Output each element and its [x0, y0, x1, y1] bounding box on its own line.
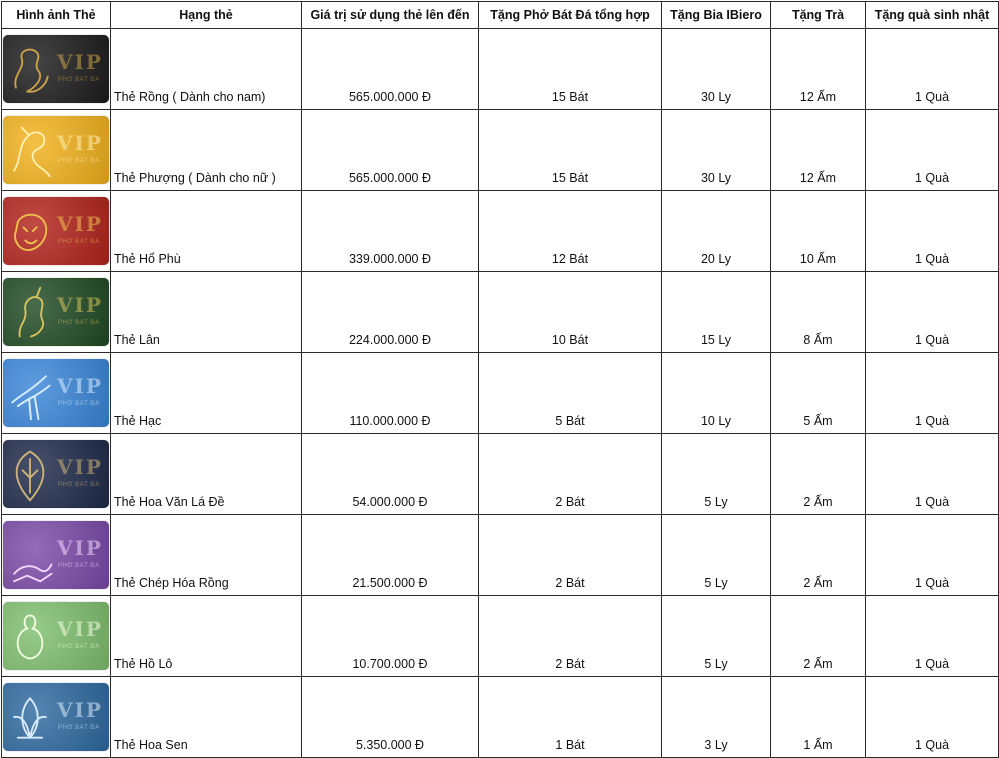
card-image-cell	[2, 272, 111, 353]
tea-gift-cell: 2 Ấm	[771, 515, 866, 596]
card-vip-label: VIP	[57, 293, 103, 317]
card-image-cell	[2, 677, 111, 758]
beer-gift-cell: 5 Ly	[662, 596, 771, 677]
pho-gift-cell: 2 Bát	[479, 434, 662, 515]
phoenix-icon	[7, 122, 53, 180]
card-tier-cell: Thẻ Phượng ( Dành cho nữ )	[111, 110, 302, 191]
pho-gift-cell: 1 Bát	[479, 677, 662, 758]
beer-gift-cell: 5 Ly	[662, 434, 771, 515]
card-image	[3, 683, 109, 751]
pho-gift-cell: 10 Bát	[479, 272, 662, 353]
beer-gift-cell: 20 Ly	[662, 191, 771, 272]
header-beer-gift: Tặng Bia IBiero	[662, 2, 771, 29]
card-tier-cell: Thẻ Chép Hóa Rồng	[111, 515, 302, 596]
beer-gift-cell: 3 Ly	[662, 677, 771, 758]
birthday-gift-cell: 1 Quà	[866, 29, 999, 110]
pho-gift-cell: 2 Bát	[479, 596, 662, 677]
header-pho-gift: Tặng Phở Bát Đá tổng hợp	[479, 2, 662, 29]
card-tier-cell: Thẻ Hạc	[111, 353, 302, 434]
tea-gift-cell: 10 Ấm	[771, 191, 866, 272]
tea-gift-cell: 1 Ấm	[771, 677, 866, 758]
dragon-icon	[7, 41, 53, 99]
table-row	[2, 515, 999, 596]
header-birthday-gift: Tặng quà sinh nhật	[866, 2, 999, 29]
card-brand-label: PHỞ BÁT ĐÁ	[58, 320, 100, 326]
tea-gift-cell: 2 Ấm	[771, 434, 866, 515]
card-value-cell: 565.000.000 Đ	[302, 110, 479, 191]
lotus-icon	[7, 689, 53, 747]
card-vip-label: VIP	[57, 455, 103, 479]
header-row	[2, 2, 999, 29]
card-value-cell: 110.000.000 Đ	[302, 353, 479, 434]
beer-gift-cell: 30 Ly	[662, 29, 771, 110]
card-image-cell	[2, 515, 111, 596]
birthday-gift-cell: 1 Quà	[866, 353, 999, 434]
card-image-cell	[2, 353, 111, 434]
tea-gift-cell: 12 Ấm	[771, 29, 866, 110]
tea-gift-cell: 8 Ấm	[771, 272, 866, 353]
table-row	[2, 272, 999, 353]
birthday-gift-cell: 1 Quà	[866, 434, 999, 515]
card-image	[3, 521, 109, 589]
beer-gift-cell: 10 Ly	[662, 353, 771, 434]
pho-gift-cell: 15 Bát	[479, 29, 662, 110]
table-row	[2, 596, 999, 677]
card-brand-label: PHỞ BÁT ĐÁ	[58, 239, 100, 245]
card-image	[3, 440, 109, 508]
birthday-gift-cell: 1 Quà	[866, 191, 999, 272]
table-row	[2, 677, 999, 758]
card-brand-label: PHỞ BÁT ĐÁ	[58, 401, 100, 407]
card-tier-cell: Thẻ Rồng ( Dành cho nam)	[111, 29, 302, 110]
pho-gift-cell: 2 Bát	[479, 515, 662, 596]
leaf-pattern-icon	[7, 446, 53, 504]
card-brand-label: PHỞ BÁT ĐÁ	[58, 77, 100, 83]
beer-gift-cell: 5 Ly	[662, 515, 771, 596]
beer-gift-cell: 30 Ly	[662, 110, 771, 191]
pho-gift-cell: 5 Bát	[479, 353, 662, 434]
card-tier-cell: Thẻ Lân	[111, 272, 302, 353]
card-vip-label: VIP	[57, 536, 103, 560]
card-image	[3, 602, 109, 670]
table-row	[2, 110, 999, 191]
card-tier-cell: Thẻ Hoa Văn Lá Đề	[111, 434, 302, 515]
card-image	[3, 359, 109, 427]
birthday-gift-cell: 1 Quà	[866, 110, 999, 191]
card-value-cell: 21.500.000 Đ	[302, 515, 479, 596]
card-image-cell	[2, 110, 111, 191]
card-brand-label: PHỞ BÁT ĐÁ	[58, 563, 100, 569]
card-vip-label: VIP	[57, 617, 103, 641]
card-tier-cell: Thẻ Hồ Lô	[111, 596, 302, 677]
card-value-cell: 5.350.000 Đ	[302, 677, 479, 758]
card-brand-label: PHỞ BÁT ĐÁ	[58, 725, 100, 731]
tea-gift-cell: 12 Ấm	[771, 110, 866, 191]
table-row	[2, 191, 999, 272]
tea-gift-cell: 2 Ấm	[771, 596, 866, 677]
header-card-tier: Hạng thẻ	[111, 2, 302, 29]
header-tea-gift: Tặng Trà	[771, 2, 866, 29]
card-vip-label: VIP	[57, 374, 103, 398]
card-value-cell: 565.000.000 Đ	[302, 29, 479, 110]
unicorn-icon	[7, 284, 53, 342]
header-card-image: Hình ảnh Thẻ	[2, 2, 111, 29]
pho-gift-cell: 15 Bát	[479, 110, 662, 191]
card-image	[3, 278, 109, 346]
card-image-cell	[2, 191, 111, 272]
card-tier-cell: Thẻ Hoa Sen	[111, 677, 302, 758]
birthday-gift-cell: 1 Quà	[866, 677, 999, 758]
table-row	[2, 434, 999, 515]
card-vip-label: VIP	[57, 50, 103, 74]
beer-gift-cell: 15 Ly	[662, 272, 771, 353]
birthday-gift-cell: 1 Quà	[866, 272, 999, 353]
card-image	[3, 116, 109, 184]
crane-icon	[7, 365, 53, 423]
card-image-cell	[2, 596, 111, 677]
card-image-cell	[2, 434, 111, 515]
header-card-value: Giá trị sử dụng thẻ lên đến	[302, 2, 479, 29]
card-brand-label: PHỞ BÁT ĐÁ	[58, 158, 100, 164]
card-image	[3, 197, 109, 265]
membership-card-table	[1, 1, 999, 758]
card-image-cell	[2, 29, 111, 110]
card-brand-label: PHỞ BÁT ĐÁ	[58, 482, 100, 488]
gourd-icon	[7, 608, 53, 666]
card-vip-label: VIP	[57, 698, 103, 722]
card-vip-label: VIP	[57, 212, 103, 236]
carp-icon	[7, 527, 53, 585]
tiger-icon	[7, 203, 53, 261]
birthday-gift-cell: 1 Quà	[866, 596, 999, 677]
table-row	[2, 29, 999, 110]
card-value-cell: 224.000.000 Đ	[302, 272, 479, 353]
card-value-cell: 339.000.000 Đ	[302, 191, 479, 272]
card-value-cell: 54.000.000 Đ	[302, 434, 479, 515]
card-vip-label: VIP	[57, 131, 103, 155]
table-row	[2, 353, 999, 434]
card-value-cell: 10.700.000 Đ	[302, 596, 479, 677]
card-brand-label: PHỞ BÁT ĐÁ	[58, 644, 100, 650]
card-image	[3, 35, 109, 103]
pho-gift-cell: 12 Bát	[479, 191, 662, 272]
card-tier-cell: Thẻ Hổ Phù	[111, 191, 302, 272]
tea-gift-cell: 5 Ấm	[771, 353, 866, 434]
birthday-gift-cell: 1 Quà	[866, 515, 999, 596]
